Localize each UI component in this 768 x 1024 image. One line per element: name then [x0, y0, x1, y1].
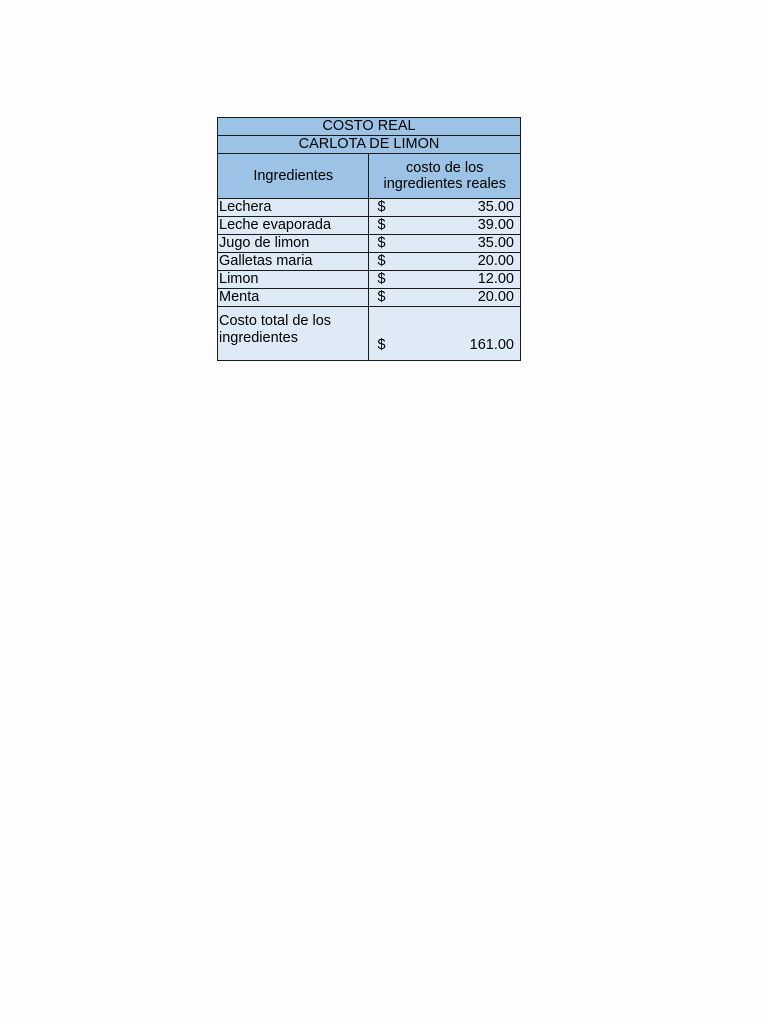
subtitle-row: [218, 136, 521, 154]
ingredient-name: Leche evaporada: [218, 217, 369, 235]
cost-table: [217, 117, 521, 361]
ingredient-name: Galletas maria: [218, 253, 369, 271]
cost-amount: 12.00: [477, 271, 514, 287]
currency-symbol: $: [377, 337, 386, 353]
ingredient-cost: [369, 235, 521, 253]
total-row: [218, 307, 521, 361]
ingredient-cost: [369, 217, 521, 235]
cost-amount: 20.00: [477, 253, 514, 269]
table-row: [218, 253, 521, 271]
ingredient-cost: [369, 253, 521, 271]
currency-symbol: $: [377, 217, 386, 233]
title-row: [218, 118, 521, 136]
ingredient-cost: [369, 289, 521, 307]
currency-symbol: $: [377, 289, 386, 305]
ingredient-name: Lechera: [218, 199, 369, 217]
ingredient-cost: [369, 271, 521, 289]
currency-symbol: $: [377, 253, 386, 269]
total-amount: 161.00: [469, 337, 514, 353]
cost-amount: 39.00: [477, 217, 514, 233]
ingredient-name: Limon: [218, 271, 369, 289]
column-header-ingredients: Ingredientes: [218, 154, 369, 199]
table-row: [218, 217, 521, 235]
table-row: [218, 199, 521, 217]
ingredient-cost: [369, 199, 521, 217]
cost-amount: 20.00: [477, 289, 514, 305]
ingredient-name: Menta: [218, 289, 369, 307]
cost-amount: 35.00: [477, 199, 514, 215]
table-title: COSTO REAL: [218, 118, 521, 136]
column-header-row: [218, 154, 521, 199]
total-label: Costo total de los ingredientes: [218, 307, 369, 361]
column-header-cost: costo de los ingredientes reales: [369, 154, 521, 199]
currency-symbol: $: [377, 199, 386, 215]
table-subtitle: CARLOTA DE LIMON: [218, 136, 521, 154]
cost-amount: 35.00: [477, 235, 514, 251]
table-row: [218, 289, 521, 307]
table-row: [218, 271, 521, 289]
table-row: [218, 235, 521, 253]
currency-symbol: $: [377, 235, 386, 251]
currency-symbol: $: [377, 271, 386, 287]
ingredient-name: Jugo de limon: [218, 235, 369, 253]
total-cost: [369, 307, 521, 361]
